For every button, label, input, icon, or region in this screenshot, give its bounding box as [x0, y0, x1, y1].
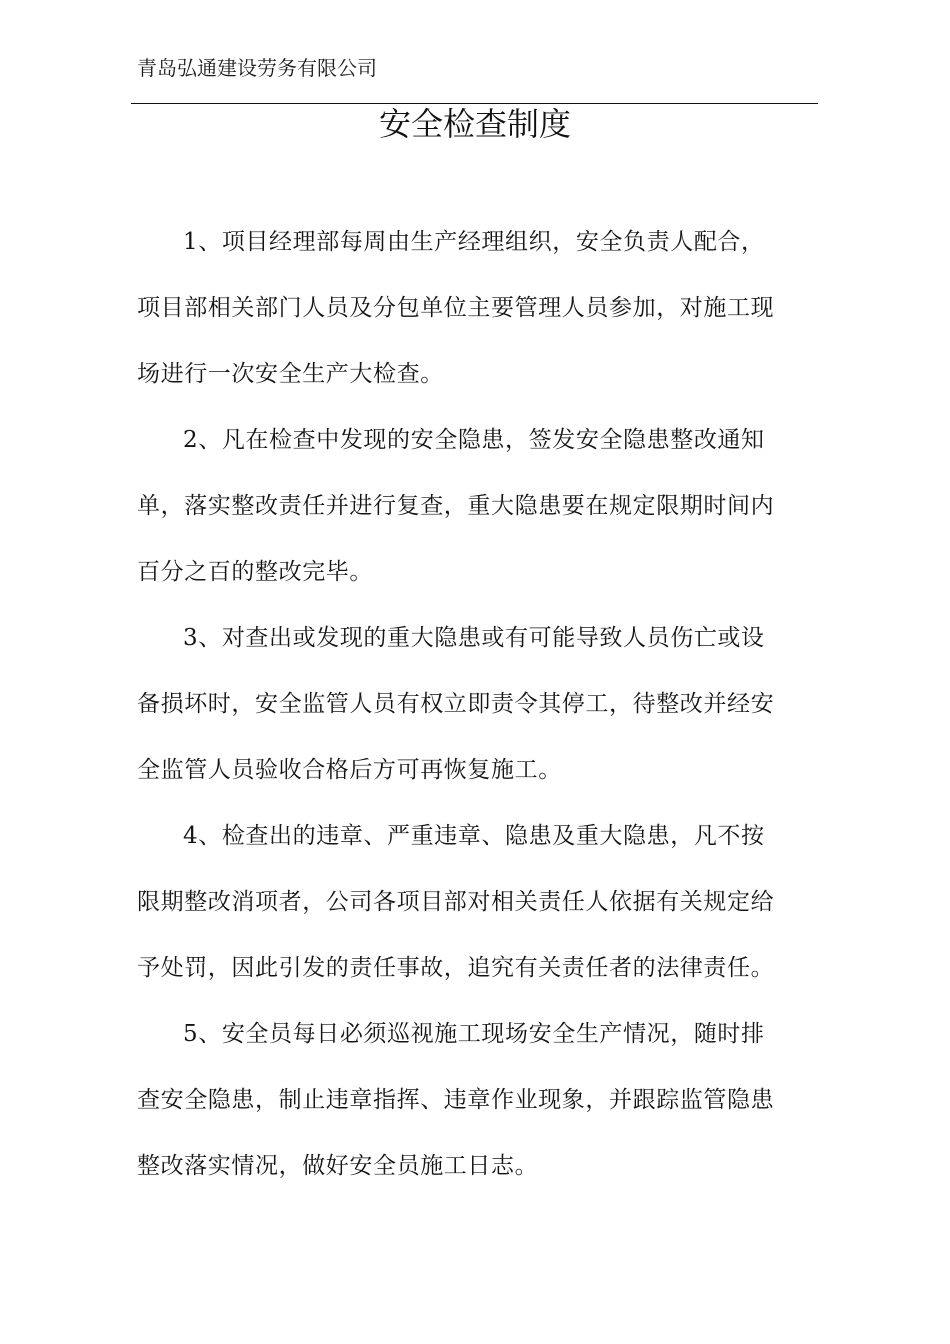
paragraph-line: 全监管人员验收合格后方可再恢复施工。 [137, 757, 562, 783]
paragraph-line: 单，落实整改责任并进行复查，重大隐患要在规定限期时间内 [137, 493, 775, 519]
paragraph-line: 备损坏时，安全监管人员有权立即责令其停工，待整改并经安 [137, 691, 775, 717]
document-title: 安全检查制度 [378, 105, 571, 143]
paragraph-line: 4、检查出的违章、严重违章、隐患及重大隐患，凡不按 [183, 823, 765, 849]
paragraph-line: 查安全隐患，制止违章指挥、违章作业现象，并跟踪监管隐患 [137, 1087, 775, 1113]
document-body [137, 220, 817, 1210]
paragraph-5 [137, 1012, 817, 1210]
paragraph-line: 限期整改消项者，公司各项目部对相关责任人依据有关规定给 [137, 889, 775, 915]
paragraph-line: 予处罚，因此引发的责任事故，追究有关责任者的法律责任。 [137, 955, 775, 981]
paragraph-line: 2、凡在检查中发现的安全隐患，签发安全隐患整改通知 [183, 427, 765, 453]
paragraph-line: 1、项目经理部每周由生产经理组织，安全负责人配合， [183, 229, 765, 255]
paragraph-line: 整改落实情况，做好安全员施工日志。 [137, 1153, 539, 1179]
paragraph-line: 项目部相关部门人员及分包单位主要管理人员参加，对施工现 [137, 295, 775, 321]
paragraph-line: 百分之百的整改完毕。 [137, 559, 373, 585]
paragraph-line: 场进行一次安全生产大检查。 [137, 361, 444, 387]
paragraph-4 [137, 814, 817, 1012]
paragraph-line: 5、安全员每日必须巡视施工现场安全生产情况，随时排 [183, 1021, 765, 1047]
paragraph-2 [137, 418, 817, 616]
paragraph-3 [137, 616, 817, 814]
paragraph-line: 3、对查出或发现的重大隐患或有可能导致人员伤亡或设 [183, 625, 765, 651]
paragraph-1 [137, 220, 817, 418]
header-company-name: 青岛弘通建设劳务有限公司 [137, 56, 377, 80]
